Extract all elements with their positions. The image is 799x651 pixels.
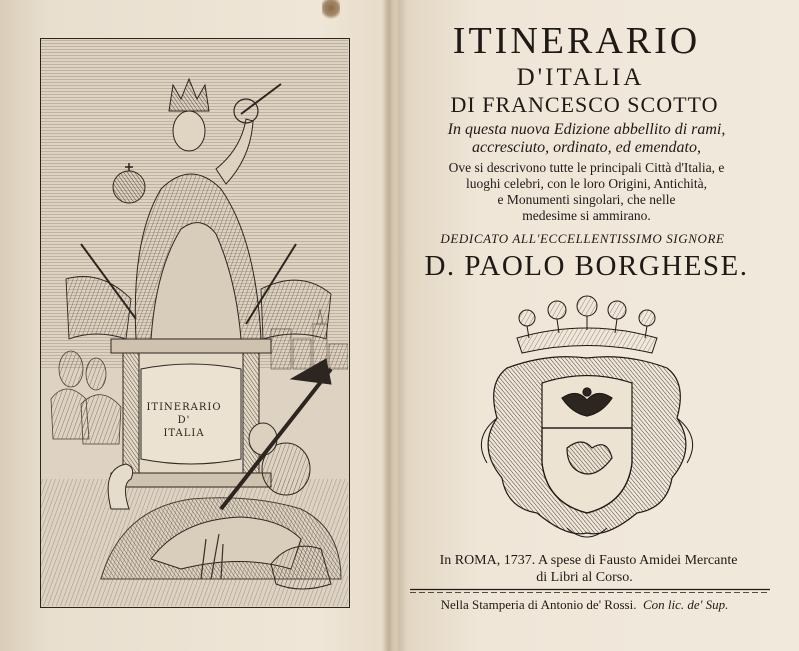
imprint-line-1: In ROMA, 1737. A spese di Fausto Amidei Mercante [439,553,738,568]
license-note: Con lic. de' Sup. [642,597,729,612]
book-subtitle: D'ITALIA [516,64,645,91]
description-line-3: e Monumenti singolari, che nelle [497,192,676,207]
divider-rule [410,588,770,594]
printer-name: Nella Stamperia di Antonio de' Rossi. [440,597,637,612]
imprint-line-2: di Libri al Corso. [536,570,633,585]
dedicatee-name: D. PAOLO BORGHESE. [424,250,749,282]
title-page [390,0,799,651]
edition-note-line-1: In questa nuova Edizione abbellito di rami, [447,121,726,138]
plinth-line-1: ITINERARIO [146,402,222,413]
left-page [0,0,390,651]
printer-line [380,596,789,613]
description-line-4: medesime si ammirano. [522,208,651,223]
frontispiece-engraving [40,38,350,608]
edition-note-line-2: accresciuto, ordinato, ed emendato, [472,139,701,156]
description-line-2: luoghi celebri, con le loro Origini, Antichità, [465,176,708,191]
plinth-line-2: D' [177,415,191,426]
description-line-1: Ove si descrivono tutte le principali Città d'Italia, e [448,160,725,175]
plinth-inscription [134,401,234,440]
borghese-arms-icon [467,288,707,548]
dedication-line: DEDICATO ALL'ECCELLENTISSIMO SIGNORE [440,231,725,246]
italia-allegory-icon [41,39,348,606]
book-author: DI FRANCESCO SCOTTO [450,92,719,117]
book-title: ITINERARIO [452,20,701,62]
plinth-line-3: ITALIA [163,428,205,439]
